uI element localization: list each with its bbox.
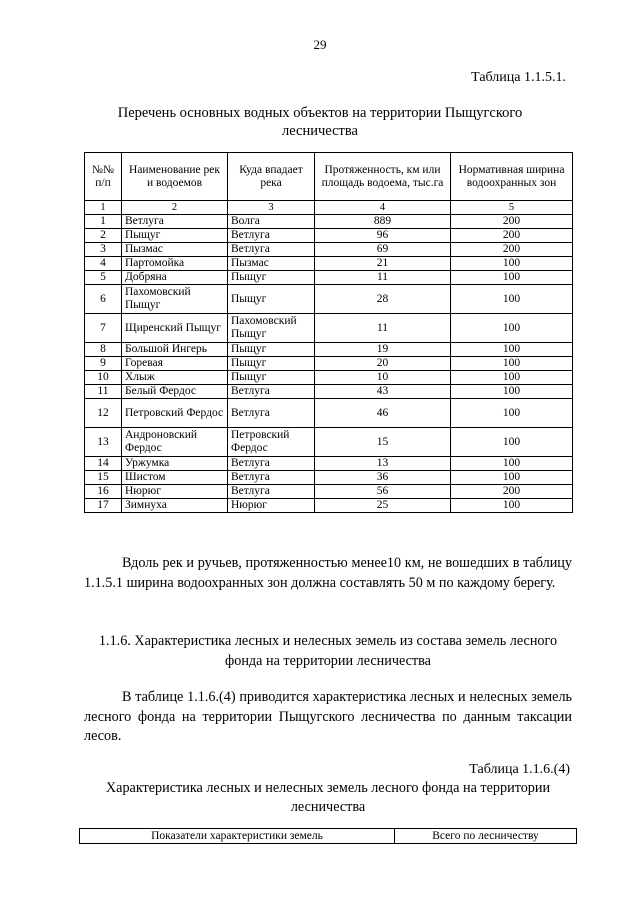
header-indicators: Показатели характеристики земель xyxy=(80,829,395,844)
paragraph-water-zones: Вдоль рек и ручьев, протяженностью менее10 км, не вошедших в таблицу 1.1.5.1 ширина водоохранных зон должна составлять 50 м по каждому берегу. xyxy=(84,555,572,591)
cell-num: 14 xyxy=(85,457,122,471)
cell-flows-into: Ветлуга xyxy=(228,399,315,428)
table-row xyxy=(85,457,573,471)
cell-width: 100 xyxy=(451,385,573,399)
table-row xyxy=(85,485,573,499)
cell-name: Шистом xyxy=(122,471,228,485)
cell-width: 100 xyxy=(451,471,573,485)
cell-length: 28 xyxy=(315,285,451,314)
cell-name: Нюрюг xyxy=(122,485,228,499)
cell-width: 100 xyxy=(451,457,573,471)
cell-length: 96 xyxy=(315,229,451,243)
cell-num: 13 xyxy=(85,428,122,457)
cell-width: 200 xyxy=(451,485,573,499)
column-number: 2 xyxy=(122,201,228,215)
cell-length: 69 xyxy=(315,243,451,257)
cell-flows-into: Пыщуг xyxy=(228,285,315,314)
table-row xyxy=(85,271,573,285)
cell-flows-into: Ветлуга xyxy=(228,385,315,399)
land-characteristics-table xyxy=(79,828,577,844)
cell-num: 7 xyxy=(85,314,122,343)
header-width: Нормативная ширина водоохранных зон xyxy=(451,153,573,201)
table-row xyxy=(85,257,573,271)
cell-flows-into: Пызмас xyxy=(228,257,315,271)
cell-length: 11 xyxy=(315,314,451,343)
cell-num: 2 xyxy=(85,229,122,243)
cell-width: 100 xyxy=(451,314,573,343)
cell-flows-into: Пыщуг xyxy=(228,357,315,371)
cell-name: Пыщуг xyxy=(122,229,228,243)
cell-length: 43 xyxy=(315,385,451,399)
header-num: №№ п/п xyxy=(85,153,122,201)
cell-length: 13 xyxy=(315,457,451,471)
cell-num: 11 xyxy=(85,385,122,399)
cell-length: 11 xyxy=(315,271,451,285)
cell-flows-into: Ветлуга xyxy=(228,243,315,257)
table-row xyxy=(85,314,573,343)
table-row xyxy=(85,471,573,485)
header-length: Протяженность, км или площадь водоема, тыс.га xyxy=(315,153,451,201)
cell-length: 46 xyxy=(315,399,451,428)
header-flows-into: Куда впадает река xyxy=(228,153,315,201)
cell-name: Большой Ингерь xyxy=(122,343,228,357)
cell-num: 4 xyxy=(85,257,122,271)
table-row xyxy=(85,399,573,428)
table-row xyxy=(85,499,573,513)
cell-name: Пызмас xyxy=(122,243,228,257)
cell-length: 10 xyxy=(315,371,451,385)
table2-title: Характеристика лесных и нелесных земель лесного фонда на территории лесничества xyxy=(105,780,551,815)
cell-length: 15 xyxy=(315,428,451,457)
cell-flows-into: Петровский Фердос xyxy=(228,428,315,457)
table1-caption: Таблица 1.1.5.1. xyxy=(471,70,566,85)
cell-width: 100 xyxy=(451,271,573,285)
cell-num: 8 xyxy=(85,343,122,357)
cell-width: 200 xyxy=(451,229,573,243)
cell-num: 16 xyxy=(85,485,122,499)
table-row xyxy=(85,343,573,357)
cell-width: 100 xyxy=(451,257,573,271)
cell-width: 100 xyxy=(451,428,573,457)
cell-width: 100 xyxy=(451,357,573,371)
table-row xyxy=(85,357,573,371)
cell-width: 100 xyxy=(451,399,573,428)
column-number: 3 xyxy=(228,201,315,215)
cell-length: 56 xyxy=(315,485,451,499)
cell-num: 6 xyxy=(85,285,122,314)
cell-name: Щиренский Пыщуг xyxy=(122,314,228,343)
cell-flows-into: Нюрюг xyxy=(228,499,315,513)
header-name: Наименование рек и водоемов xyxy=(122,153,228,201)
cell-name: Хлыж xyxy=(122,371,228,385)
cell-length: 19 xyxy=(315,343,451,357)
column-number: 1 xyxy=(85,201,122,215)
section-heading: 1.1.6. Характеристика лесных и нелесных земель из состава земель лесного фонда на территории лесничества xyxy=(98,633,558,669)
cell-num: 3 xyxy=(85,243,122,257)
cell-name: Уржумка xyxy=(122,457,228,471)
cell-name: Пахомовский Пыщуг xyxy=(122,285,228,314)
cell-flows-into: Пыщуг xyxy=(228,343,315,357)
header-total: Всего по лесничеству xyxy=(395,829,577,844)
table-row xyxy=(85,285,573,314)
cell-flows-into: Ветлуга xyxy=(228,457,315,471)
cell-length: 889 xyxy=(315,215,451,229)
cell-name: Ветлуга xyxy=(122,215,228,229)
paragraph-table-intro: В таблице 1.1.6.(4) приводится характеристика лесных и нелесных земель лесного фонда на территории Пыщугского лесничества по данным таксации лесов. xyxy=(84,689,572,744)
cell-length: 21 xyxy=(315,257,451,271)
table-row xyxy=(85,428,573,457)
table-row xyxy=(85,385,573,399)
cell-length: 36 xyxy=(315,471,451,485)
table1-title: Перечень основных водных объектов на территории Пыщугского лесничества xyxy=(117,105,523,139)
column-number: 5 xyxy=(451,201,573,215)
cell-width: 200 xyxy=(451,243,573,257)
cell-width: 100 xyxy=(451,343,573,357)
cell-num: 1 xyxy=(85,215,122,229)
cell-name: Добряна xyxy=(122,271,228,285)
cell-num: 17 xyxy=(85,499,122,513)
cell-name: Петровский Фердос xyxy=(122,399,228,428)
cell-num: 9 xyxy=(85,357,122,371)
cell-flows-into: Пыщуг xyxy=(228,271,315,285)
table-row xyxy=(85,215,573,229)
column-number: 4 xyxy=(315,201,451,215)
cell-num: 12 xyxy=(85,399,122,428)
cell-name: Белый Фердос xyxy=(122,385,228,399)
cell-num: 15 xyxy=(85,471,122,485)
cell-name: Горевая xyxy=(122,357,228,371)
cell-width: 200 xyxy=(451,215,573,229)
page-number: 29 xyxy=(313,37,327,52)
table-row xyxy=(85,243,573,257)
table-row xyxy=(85,229,573,243)
cell-flows-into: Ветлуга xyxy=(228,485,315,499)
table-row xyxy=(85,371,573,385)
table2-caption: Таблица 1.1.6.(4) xyxy=(469,762,570,777)
cell-length: 20 xyxy=(315,357,451,371)
cell-name: Партомойка xyxy=(122,257,228,271)
cell-width: 100 xyxy=(451,499,573,513)
cell-flows-into: Волга xyxy=(228,215,315,229)
cell-num: 5 xyxy=(85,271,122,285)
cell-width: 100 xyxy=(451,371,573,385)
cell-name: Андроновский Фердос xyxy=(122,428,228,457)
cell-length: 25 xyxy=(315,499,451,513)
cell-flows-into: Ветлуга xyxy=(228,471,315,485)
cell-name: Зимнуха xyxy=(122,499,228,513)
water-objects-table xyxy=(84,152,573,513)
cell-flows-into: Пахомовский Пыщуг xyxy=(228,314,315,343)
cell-num: 10 xyxy=(85,371,122,385)
cell-flows-into: Ветлуга xyxy=(228,229,315,243)
cell-width: 100 xyxy=(451,285,573,314)
cell-flows-into: Пыщуг xyxy=(228,371,315,385)
